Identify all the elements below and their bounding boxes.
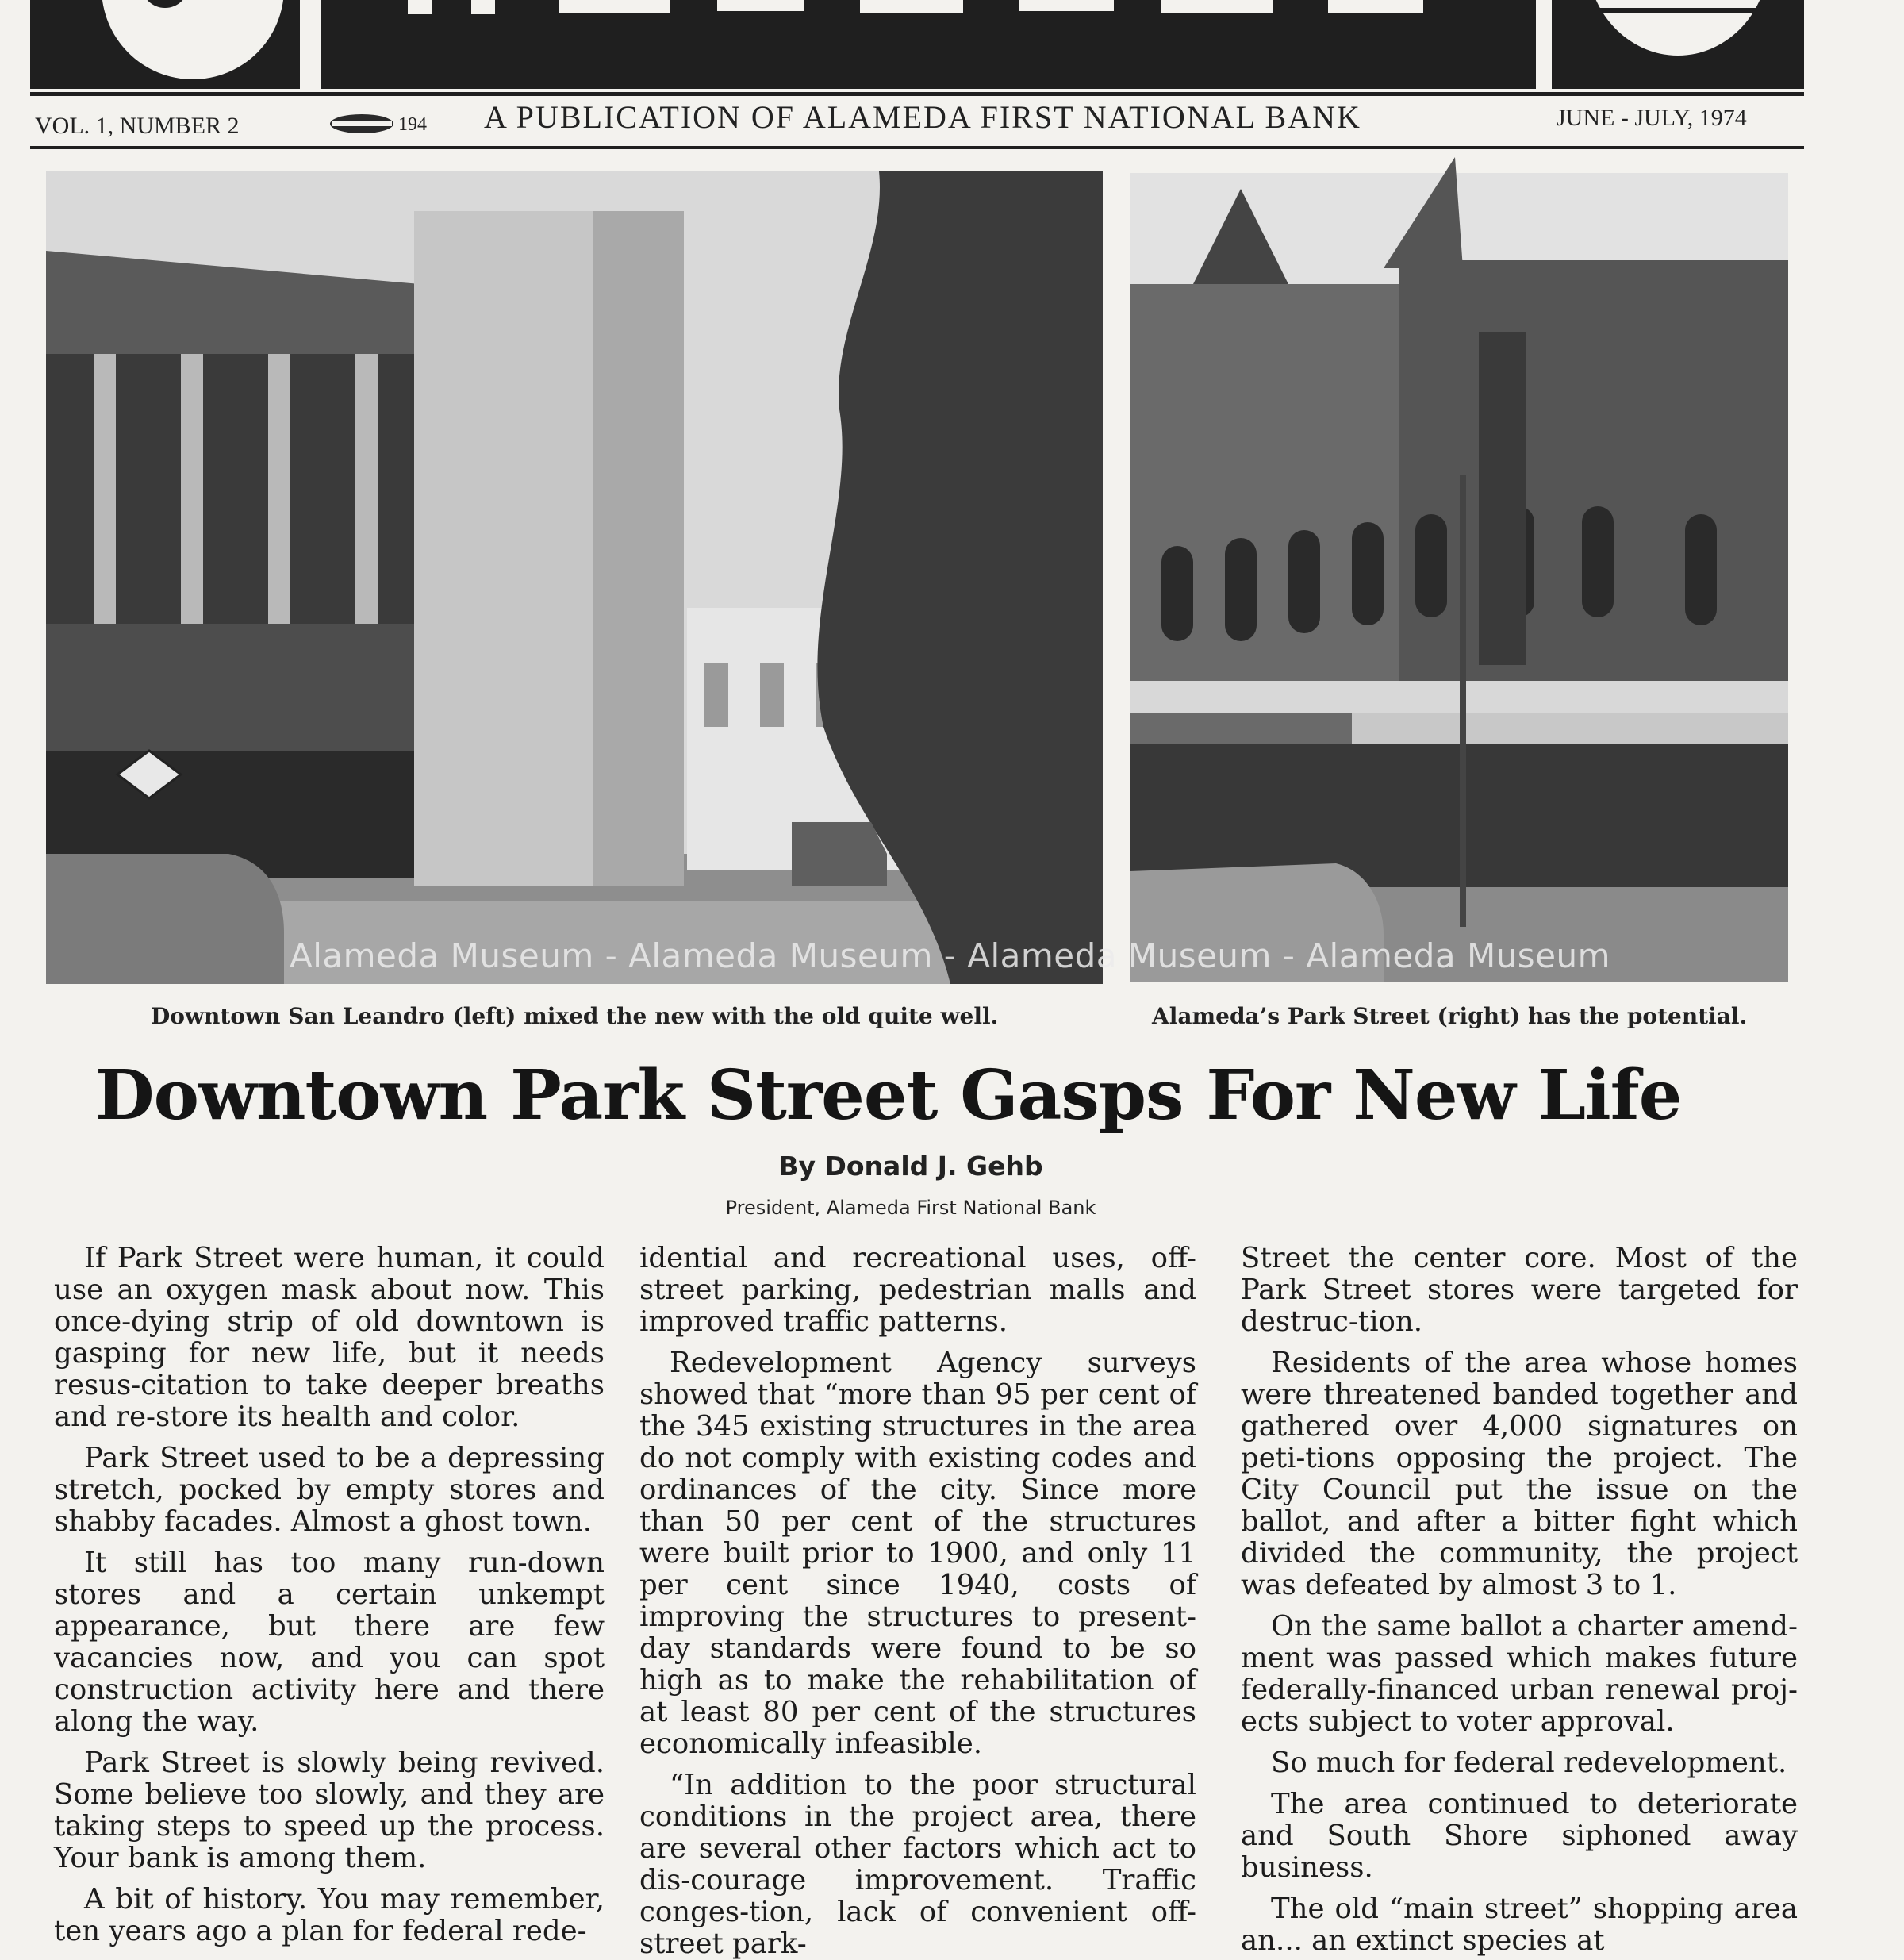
paragraph: Street the center core. Most of the Park Street stores were targeted for destruc-tion.: [1241, 1242, 1798, 1338]
paragraph: A bit of history. You may remember, ten years ago a plan for federal rede-: [54, 1883, 605, 1947]
paragraph: Redevelopment Agency surveys showed that “more than 95 per cent of the 345 existing structures in the area do not comply with existing codes and ordinances of the city. Since more than 50 per cent of the structures were built prior to 1900, and only 11 per cent since 1940, costs of improving the structures to present-day standards were found to be so high as to make the rehabilitation of at least 80 per cent of the structures economically infeasible.: [639, 1347, 1196, 1760]
volume-number: VOL. 1, NUMBER 2: [35, 113, 240, 139]
masthead-title-letters: [321, 0, 1536, 89]
paragraph: Park Street is slowly being revived. Some believe too slowly, and they are taking steps to speed up the process. Your bank is among them.: [54, 1747, 605, 1874]
photo-san-leandro: [46, 171, 1103, 984]
masthead: [30, 0, 1804, 89]
masthead-title-block: [321, 0, 1536, 89]
paragraph: So much for federal redevelopment.: [1271, 1747, 1787, 1779]
article-byline: By Donald J. Gehb: [778, 1151, 1043, 1182]
paragraph: It still has too many run-down stores and a certain unkempt appearance, but there are few vacancies now, and you can spot construction activity here and there along the way.: [54, 1547, 605, 1738]
paragraph: The old “main street” shopping area an... an extinct species at: [1241, 1893, 1798, 1957]
paragraph: Residents of the area whose homes were threatened banded together and gathered over 4,000 signatures on peti-tions opposing the project. The City Council put the issue on the ballot, and after a bitter fight which divided the community, the project was defeated by almost 3 to 1.: [1241, 1347, 1798, 1601]
article-column-1: [54, 1242, 605, 1947]
article-column-2: [639, 1242, 1196, 1960]
paragraph: “In addition to the poor structural conditions in the project area, there are several other factors which act to dis-courage improvement. Traffic conges-tion, lack of convenient off-street park-: [639, 1769, 1196, 1960]
paragraph: The area continued to deteriorate and South Shore siphoned away business.: [1241, 1788, 1798, 1884]
publication-line: A PUBLICATION OF ALAMEDA FIRST NATIONAL BANK: [484, 99, 1361, 135]
masthead-rule-bottom: [30, 146, 1804, 149]
byline-title: President, Alameda First National Bank: [725, 1197, 1096, 1219]
photo-park-street: [1130, 173, 1788, 982]
issue-date: JUNE - JULY, 1974: [1557, 105, 1747, 131]
caption-right: Alameda’s Park Street (right) has the potential.: [1152, 1003, 1748, 1029]
museum-watermark: Alameda Museum - Alameda Museum - Alameda Museum - Alameda Museum: [290, 936, 1611, 975]
bank-logo-icon: [325, 111, 436, 135]
paragraph: On the same ballot a charter amend-ment was passed which makes future federally-financed urban renewal proj-ects subject to voter approval.: [1241, 1610, 1798, 1738]
article-column-3: [1241, 1242, 1798, 1957]
masthead-rule-top: [30, 92, 1804, 96]
paragraph: If Park Street were human, it could use an oxygen mask about now. This once-dying strip of old downtown is gasping for new life, but it needs resus-citation to take deeper breaths and re-store its health and color.: [54, 1242, 605, 1433]
caption-left: Downtown San Leandro (left) mixed the new with the old quite well.: [151, 1003, 999, 1029]
logo-year: 194: [398, 114, 427, 135]
masthead-left-emblem: [30, 0, 300, 89]
masthead-right-emblem: [1552, 0, 1804, 89]
article-headline: Downtown Park Street Gasps For New Life: [95, 1055, 1682, 1136]
paragraph: Park Street used to be a depressing stretch, pocked by empty stores and shabby facades. Almost a ghost town.: [54, 1442, 605, 1538]
paragraph: idential and recreational uses, off-street parking, pedestrian malls and improved traffic patterns.: [639, 1242, 1196, 1338]
